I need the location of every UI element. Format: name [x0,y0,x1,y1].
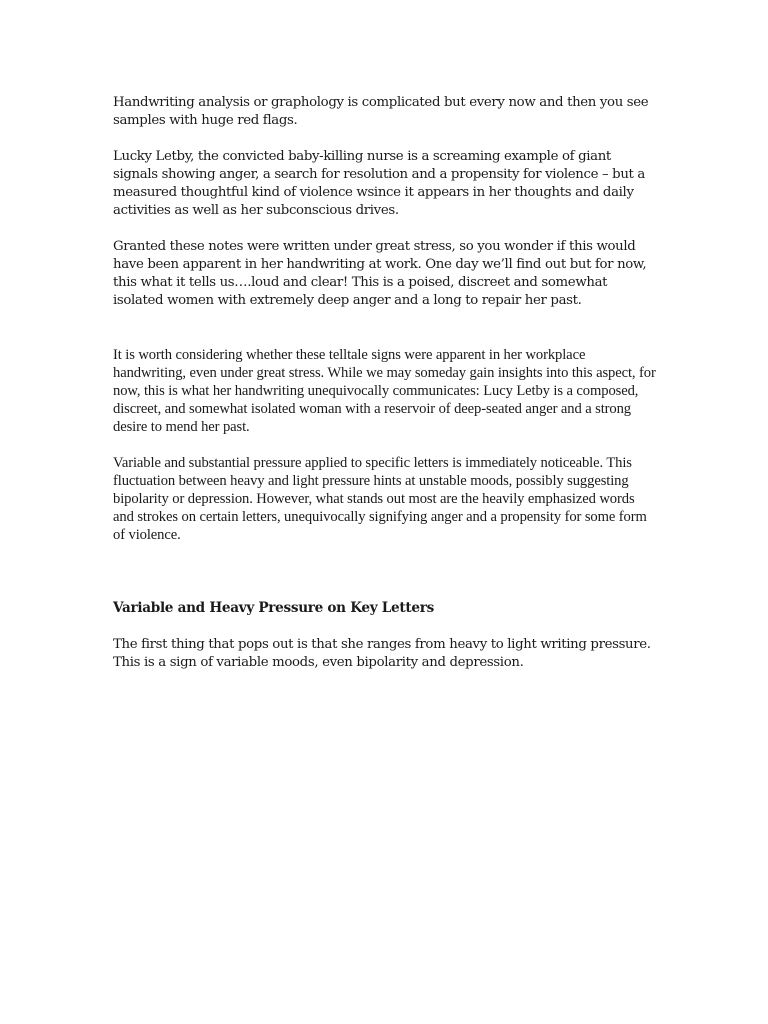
paragraph-first-thing: The first thing that pops out is that she ranges from heavy to light writing pressure. This is a sign of variable moods, even bipolarity and depression. [113,637,651,670]
paragraph-lucky-letby: Lucky Letby, the convicted baby-killing nurse is a screaming example of giant signals showing anger, a search for resolution and a propensity for violence – but a measured thoughtful kind of violence wsince it appears in her thoughts and daily activities as well as her subconscious drives. [113,149,645,218]
paragraph-worth-considering: It is worth considering whether these telltale signs were apparent in her workplace handwriting, even under great stress. While we may someday gain insights into this aspect, for now, this is what her handwriting unequivocally communicates: Lucy Letby is a composed, discreet, and somewhat isolated woman with a reservoir of deep-seated anger and a strong desire to mend her past. [113,347,656,435]
paragraph-variable-pressure: Variable and substantial pressure applied to specific letters is immediately noticeable. This fluctuation between heavy and light pressure hints at unstable moods, possibly suggesting bipolarity or depression. However, what stands out most are the heavily emphasized words and strokes on certain letters, unequivocally signifying anger and a propensity for some form of violence. [113,455,647,543]
section-heading: Variable and Heavy Pressure on Key Letters [113,600,434,616]
paragraph-intro: Handwriting analysis or graphology is complicated but every now and then you see samples with huge red flags. [113,95,649,128]
paragraph-granted: Granted these notes were written under great stress, so you wonder if this would have been apparent in her handwriting at work. One day we’ll find out but for now, this what it tells us….loud and clear! This is a poised, discreet and somewhat isolated women with extremely deep anger and a long to repair her past. [113,239,647,308]
